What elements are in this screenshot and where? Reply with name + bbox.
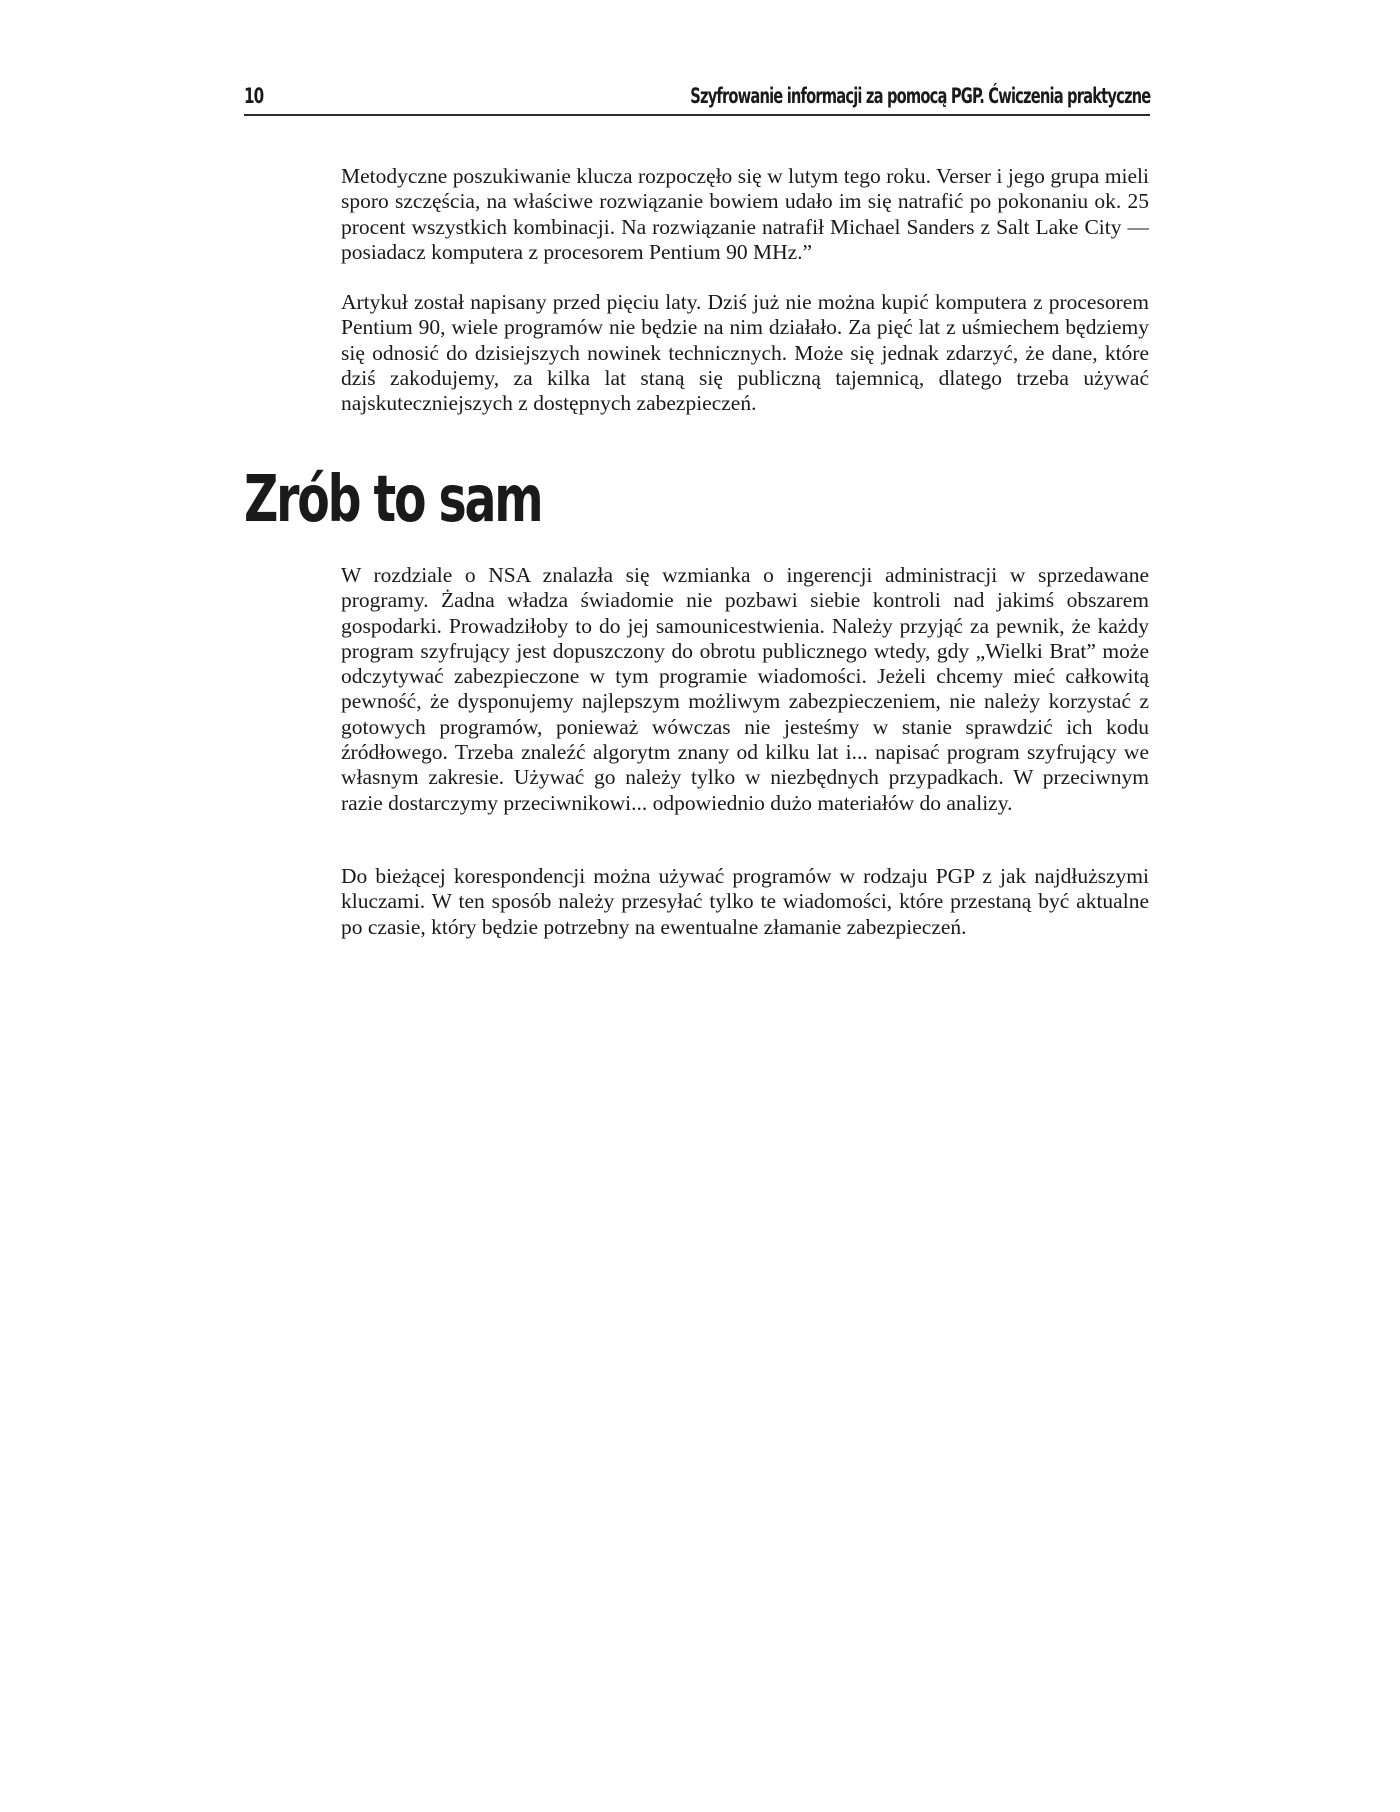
paragraph: Do bieżącej korespondencji można używać programów w rodzaju PGP z jak najdłuższymi kluczami. W ten sposób należy przesyłać tylko te wiadomości, które przestaną być aktualne po czasie, który będzie potrzebny na ewentualne złamanie zabezpieczeń. xyxy=(341,864,1149,939)
section-heading: Zrób to sam xyxy=(244,463,542,537)
page-number: 10 xyxy=(244,84,264,108)
page-header xyxy=(244,84,1150,116)
paragraph: W rozdziale o NSA znalazła się wzmianka o ingerencji administracji w sprzedawane programy. Żadna władza świadomie nie pozbawi siebie kontroli nad jakimś obszarem gospodarki. Prowadziłoby to do jej samounicestwienia. Należy przyjąć za pewnik, że każdy program szyfrujący jest dopuszczony do obrotu publicznego wtedy, gdy „Wielki Brat” może odczytywać zabezpieczone w tym programie wiadomości. Jeżeli chcemy mieć całkowitą pewność, że dysponujemy najlepszym możliwym zabezpieczeniem, nie należy korzystać z gotowych programów, ponieważ wówczas nie jesteśmy w stanie sprawdzić ich kodu źródłowego. Trzeba znaleźć algorytm znany od kilku lat i... napisać program szyfrujący we własnym zakresie. Używać go należy tylko w niezbędnych przypadkach. W przeciwnym razie dostarczymy przeciwnikowi... odpowiednio dużo materiałów do analizy. xyxy=(341,563,1149,815)
paragraph: Metodyczne poszukiwanie klucza rozpoczęło się w lutym tego roku. Verser i jego grupa mieli sporo szczęścia, na właściwe rozwiązanie bowiem udało im się natrafić po pokonaniu ok. 25 procent wszystkich kombinacji. Na rozwiązanie natrafił Michael Sanders z Salt Lake City — posiadacz komputera z procesorem Pentium 90 MHz.” xyxy=(341,164,1149,264)
running-title: Szyfrowanie informacji za pomocą PGP. Ćwiczenia praktyczne xyxy=(689,84,1150,108)
paragraph: Artykuł został napisany przed pięciu laty. Dziś już nie można kupić komputera z procesorem Pentium 90, wiele programów nie będzie na nim działało. Za pięć lat z uśmiechem będziemy się odnosić do dzisiejszych nowinek technicznych. Może się jednak zdarzyć, że dane, które dziś zakodujemy, za kilka lat staną się publiczną tajemnicą, dlatego trzeba używać najskuteczniejszych z dostępnych zabezpieczeń. xyxy=(341,290,1149,416)
